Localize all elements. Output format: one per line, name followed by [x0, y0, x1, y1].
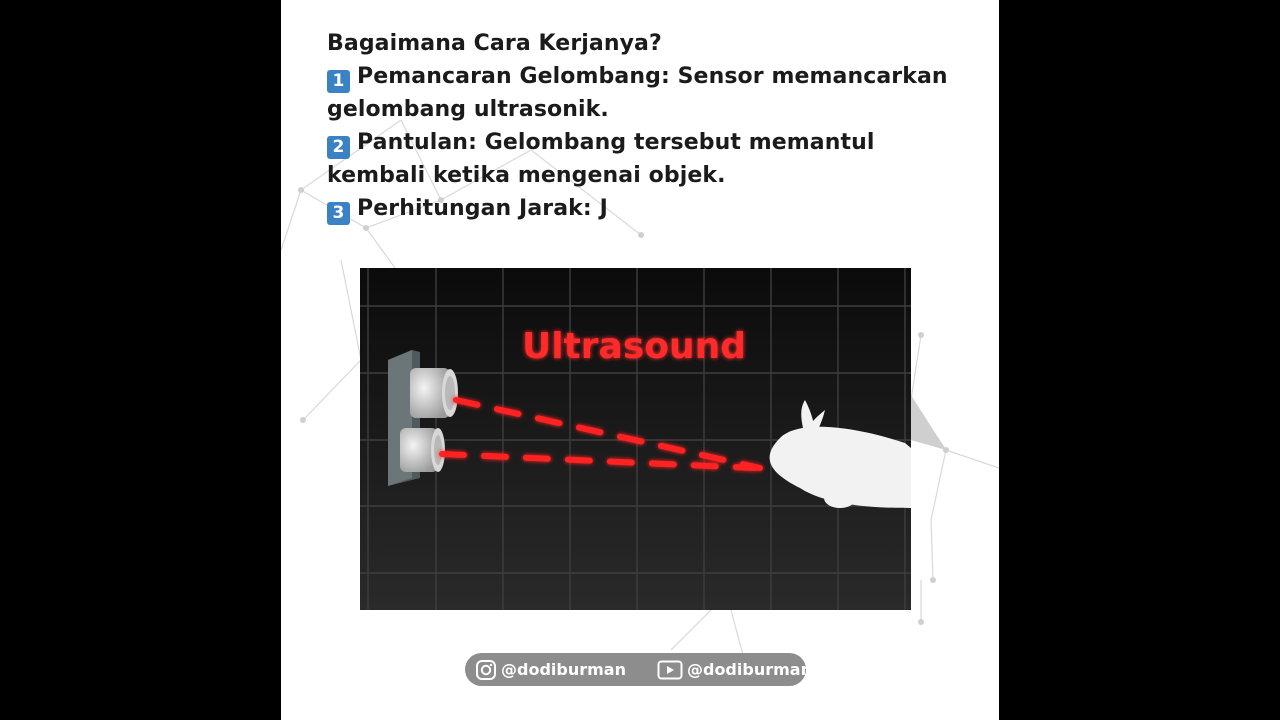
- step-2-continuation: kembali ketika mengenai objek.: [327, 163, 726, 188]
- number-1-badge: 1: [327, 70, 350, 93]
- explanation-text: [327, 27, 967, 225]
- instagram-icon: [475, 659, 497, 681]
- step-1-text: Pemancaran Gelombang: Sensor memancarkan: [357, 64, 948, 89]
- heading: Bagaimana Cara Kerjanya?: [327, 31, 662, 56]
- ultrasound-title: Ultrasound: [521, 326, 747, 367]
- number-2-badge: 2: [327, 136, 350, 159]
- ultrasound-illustration: [360, 268, 911, 610]
- step-2: [327, 126, 967, 159]
- instagram-handle-text: @dodiburman: [501, 660, 626, 679]
- youtube-handle[interactable]: [657, 660, 812, 680]
- step-3: [327, 192, 967, 225]
- step-1: [327, 60, 967, 93]
- youtube-icon: [657, 660, 683, 680]
- social-handles-bar: [465, 653, 812, 686]
- step-1-continuation: gelombang ultrasonik.: [327, 97, 609, 122]
- youtube-handle-text: @dodiburman: [686, 660, 812, 679]
- instagram-handle[interactable]: [475, 659, 626, 681]
- step-2-text: Pantulan: Gelombang tersebut memantul: [357, 130, 875, 155]
- content-frame: [281, 0, 999, 720]
- number-3-badge: 3: [327, 202, 350, 225]
- step-3-text: Perhitungan Jarak: J: [357, 196, 608, 221]
